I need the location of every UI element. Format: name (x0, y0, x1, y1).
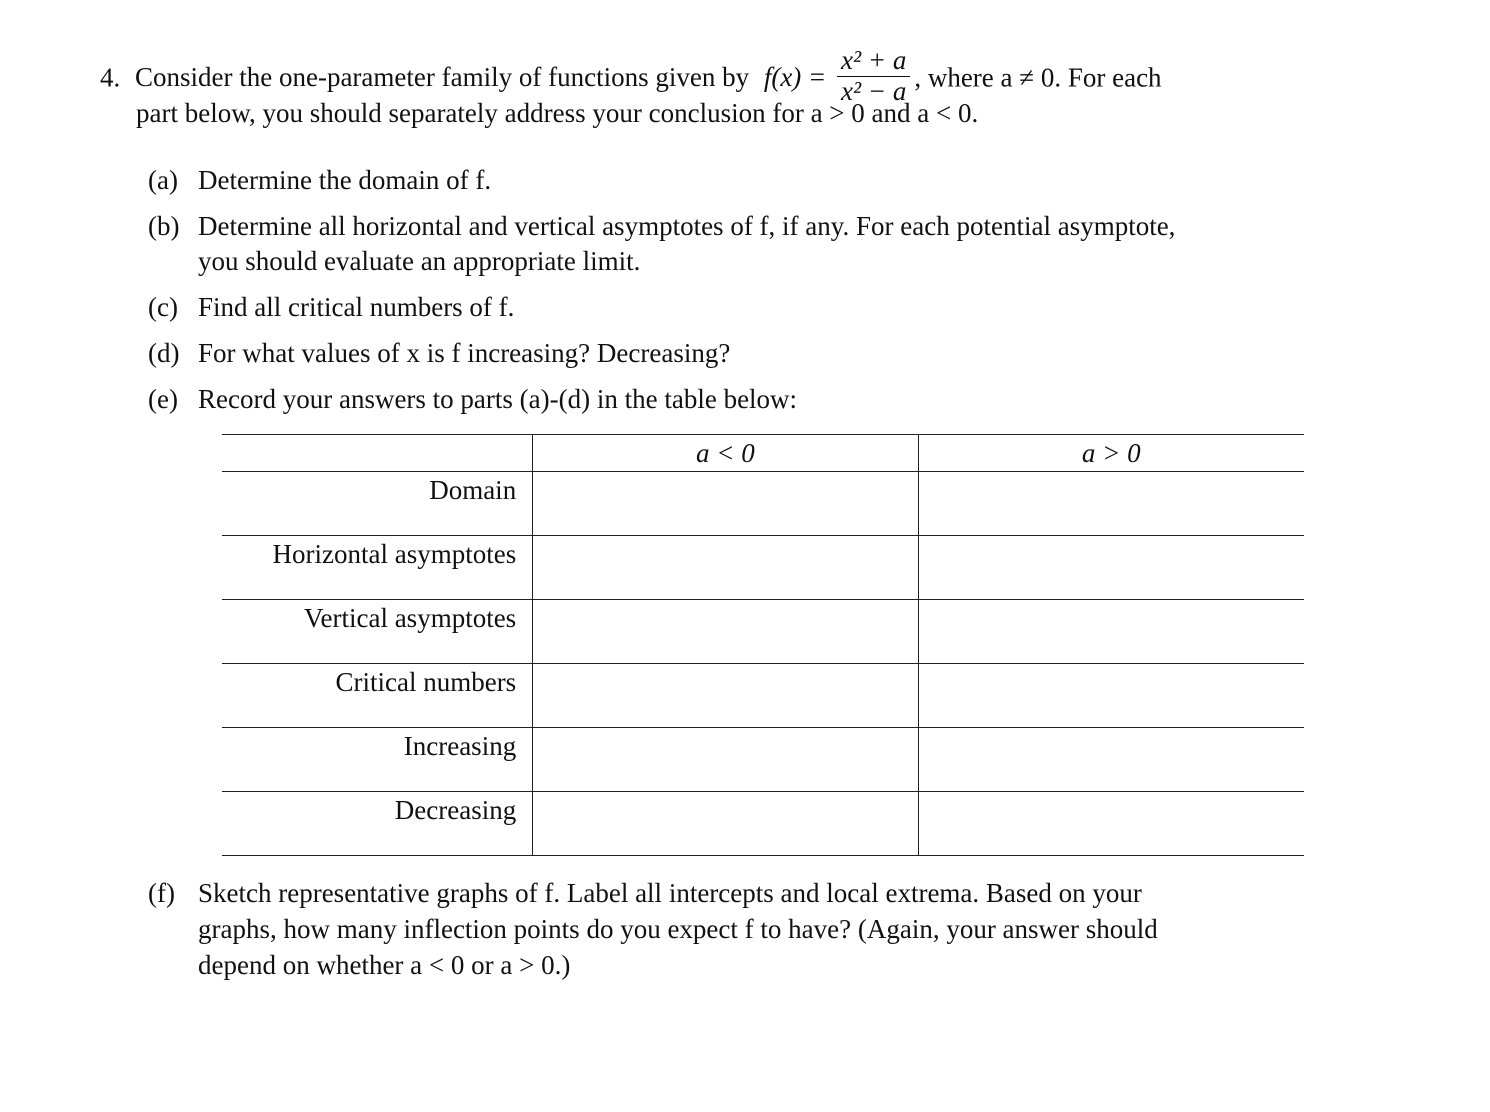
part-f-label: (f) (148, 878, 175, 908)
part-d-text: For what values of x is f increasing? Decreasing? (198, 338, 731, 368)
table-row (222, 792, 1304, 856)
answer-cell[interactable] (533, 664, 918, 728)
part-b-text-cont: you should evaluate an appropriate limit. (198, 246, 641, 276)
part-b-text: Determine all horizontal and vertical asymptotes of f, if any. For each potential asymptote, (198, 211, 1176, 241)
table-header-a-positive: a > 0 (918, 435, 1304, 472)
answer-cell[interactable] (918, 600, 1304, 664)
table-row (222, 600, 1304, 664)
answer-cell[interactable] (918, 472, 1304, 536)
answer-cell[interactable] (918, 664, 1304, 728)
answer-cell[interactable] (533, 600, 918, 664)
part-c-label: (c) (148, 292, 178, 322)
part-b-label: (b) (148, 211, 180, 241)
answer-cell[interactable] (918, 792, 1304, 856)
fraction-numerator: x² + a (841, 45, 907, 75)
answer-cell[interactable] (533, 536, 918, 600)
part-e-label: (e) (148, 384, 178, 414)
part-e-text: Record your answers to parts (a)-(d) in the table below: (198, 384, 798, 414)
part-a-label: (a) (148, 165, 178, 195)
row-label-horizontal-asymptotes: Horizontal asymptotes (222, 536, 533, 600)
part-c-text: Find all critical numbers of f. (198, 292, 515, 322)
part-f-text-cont: graphs, how many inflection points do you expect f to have? (Again, your answer should (198, 914, 1158, 944)
part-d-label: (d) (148, 338, 180, 368)
table-row (222, 536, 1304, 600)
row-label-increasing: Increasing (222, 728, 533, 792)
row-label-decreasing: Decreasing (222, 792, 533, 856)
problem-condition: , where a ≠ 0. For each (914, 62, 1162, 93)
part-f-text-cont-2: depend on whether a < 0 or a > 0.) (198, 950, 571, 980)
answer-cell[interactable] (918, 728, 1304, 792)
problem-number: 4. (100, 62, 121, 93)
function-lhs: f(x) = (763, 62, 827, 93)
problem-intro: Consider the one-parameter family of functions given by (135, 62, 750, 93)
answer-cell[interactable] (533, 472, 918, 536)
answer-table (222, 434, 1304, 856)
table-header-row (222, 435, 1304, 472)
fraction-denominator: x² − a (837, 76, 910, 107)
table-header-blank (222, 435, 533, 472)
answer-cell[interactable] (533, 792, 918, 856)
problem-line-2: part below, you should separately address your conclusion for a > 0 and a < 0. (136, 98, 979, 128)
part-a-text: Determine the domain of f. (198, 165, 492, 195)
table-row (222, 664, 1304, 728)
answer-cell[interactable] (918, 536, 1304, 600)
table-row (222, 728, 1304, 792)
answer-cell[interactable] (533, 728, 918, 792)
row-label-vertical-asymptotes: Vertical asymptotes (222, 600, 533, 664)
row-label-domain: Domain (222, 472, 533, 536)
table-header-a-negative: a < 0 (533, 435, 918, 472)
row-label-critical-numbers: Critical numbers (222, 664, 533, 728)
table-row (222, 472, 1304, 536)
part-f-text: Sketch representative graphs of f. Label all intercepts and local extrema. Based on your (198, 878, 1142, 908)
